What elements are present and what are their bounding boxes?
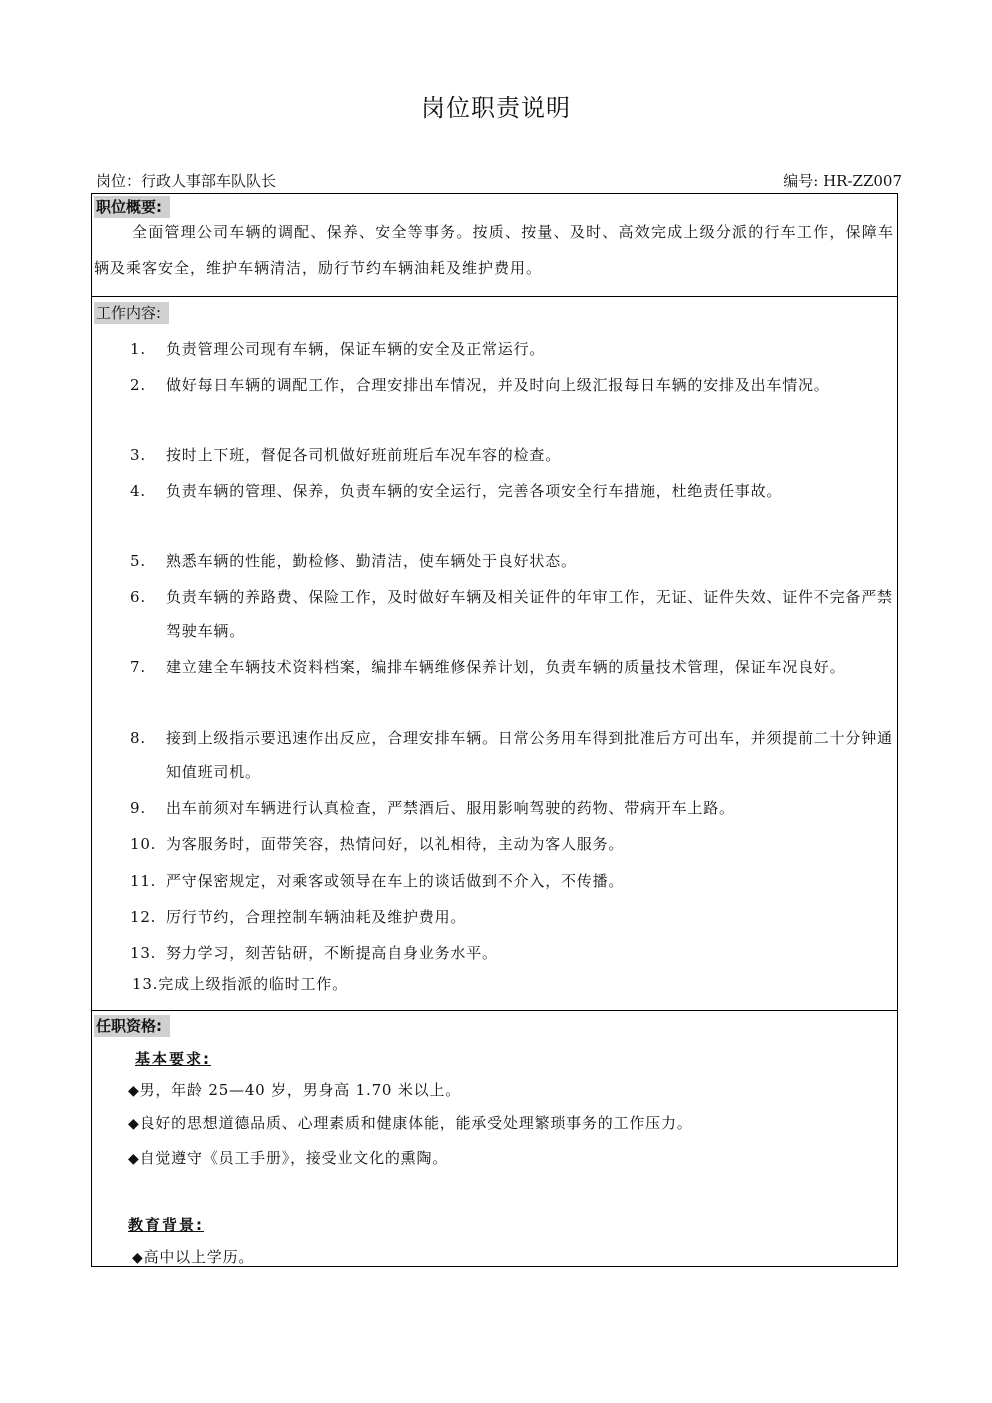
education-item: ◆高中以上学历。 xyxy=(132,1248,255,1266)
duty-item: 5. 熟悉车辆的性能，勤检修、勤清洁，使车辆处于良好状态。 xyxy=(130,552,577,570)
job-description-box xyxy=(91,193,898,1267)
position-label: 岗位：行政人事部车队队长 xyxy=(96,172,277,190)
qualifications-heading: 任职资格: xyxy=(94,1015,170,1037)
page-title: 岗位职责说明 xyxy=(421,94,571,122)
overview-text: 全面管理公司车辆的调配、保养、安全等事务。按质、按量、及时、高效完成上级分派的行车工作，保障车辆及乘客安全，维护车辆清洁，励行节约车辆油耗及维护费用。 xyxy=(94,223,894,277)
duty-item: 11. 严守保密规定，对乘客或领导在车上的谈话做到不介入，不传播。 xyxy=(130,872,625,890)
duty-item: 9. 出车前须对车辆进行认真检查，严禁酒后、服用影响驾驶的药物、带病开车上路。 xyxy=(130,799,735,817)
duty-item: 7. 建立建全车辆技术资料档案，编排车辆维修保养计划，负责车辆的质量技术管理，保证车况良好。 xyxy=(130,658,846,676)
duties-heading: 工作内容: xyxy=(94,302,169,324)
diamond-bullet-icon: ◆ xyxy=(132,1250,144,1266)
diamond-bullet-icon: ◆ xyxy=(128,1151,140,1167)
education-heading: 教育背景: xyxy=(128,1216,204,1234)
basic-requirement-item: ◆良好的思想道德品质、心理素质和健康体能，能承受处理繁琐事务的工作压力。 xyxy=(128,1114,693,1132)
box-bottom-border xyxy=(92,1266,897,1267)
duty-item: 2. 做好每日车辆的调配工作，合理安排出车情况，并及时向上级汇报每日车辆的安排及出车情况。 xyxy=(130,376,830,394)
basic-requirement-item: ◆自觉遵守《员工手册》，接受业文化的熏陶。 xyxy=(128,1149,449,1167)
diamond-bullet-icon: ◆ xyxy=(128,1116,140,1132)
duty-item: 13.完成上级指派的临时工作。 xyxy=(132,975,348,993)
duty-item: 10. 为客服务时，面带笑容，热情问好，以礼相待，主动为客人服务。 xyxy=(130,835,625,853)
duty-item: 8. 接到上级指示要迅速作出反应，合理安排车辆。日常公务用车得到批准后方可出车，并须提前二十分钟通知值班司机。 xyxy=(130,729,893,781)
duty-item: 6. 负责车辆的养路费、保险工作，及时做好车辆及相关证件的年审工作，无证、证件失效、证件不完备严禁驾驶车辆。 xyxy=(130,588,893,640)
diamond-bullet-icon: ◆ xyxy=(128,1083,140,1099)
duty-item: 3. 按时上下班，督促各司机做好班前班后车况车容的检查。 xyxy=(130,446,562,464)
code-label: 编号: HR-ZZ007 xyxy=(783,172,902,190)
duty-item: 1. 负责管理公司现有车辆，保证车辆的安全及正常运行。 xyxy=(130,340,546,358)
duty-item: 4. 负责车辆的管理、保养，负责车辆的安全运行，完善各项安全行车措施，杜绝责任事故。 xyxy=(130,482,783,500)
basic-requirement-item: ◆男，年龄 25—40 岁，男身高 1.70 米以上。 xyxy=(128,1081,462,1099)
duty-item: 13. 努力学习，刻苦钻研，不断提高自身业务水平。 xyxy=(130,944,498,962)
duty-item: 12. 厉行节约，合理控制车辆油耗及维护费用。 xyxy=(130,908,467,926)
section-divider xyxy=(92,296,897,297)
basic-requirements-heading: 基本要求: xyxy=(135,1050,211,1068)
overview-heading: 职位概要: xyxy=(94,196,170,218)
section-divider xyxy=(92,1010,897,1011)
